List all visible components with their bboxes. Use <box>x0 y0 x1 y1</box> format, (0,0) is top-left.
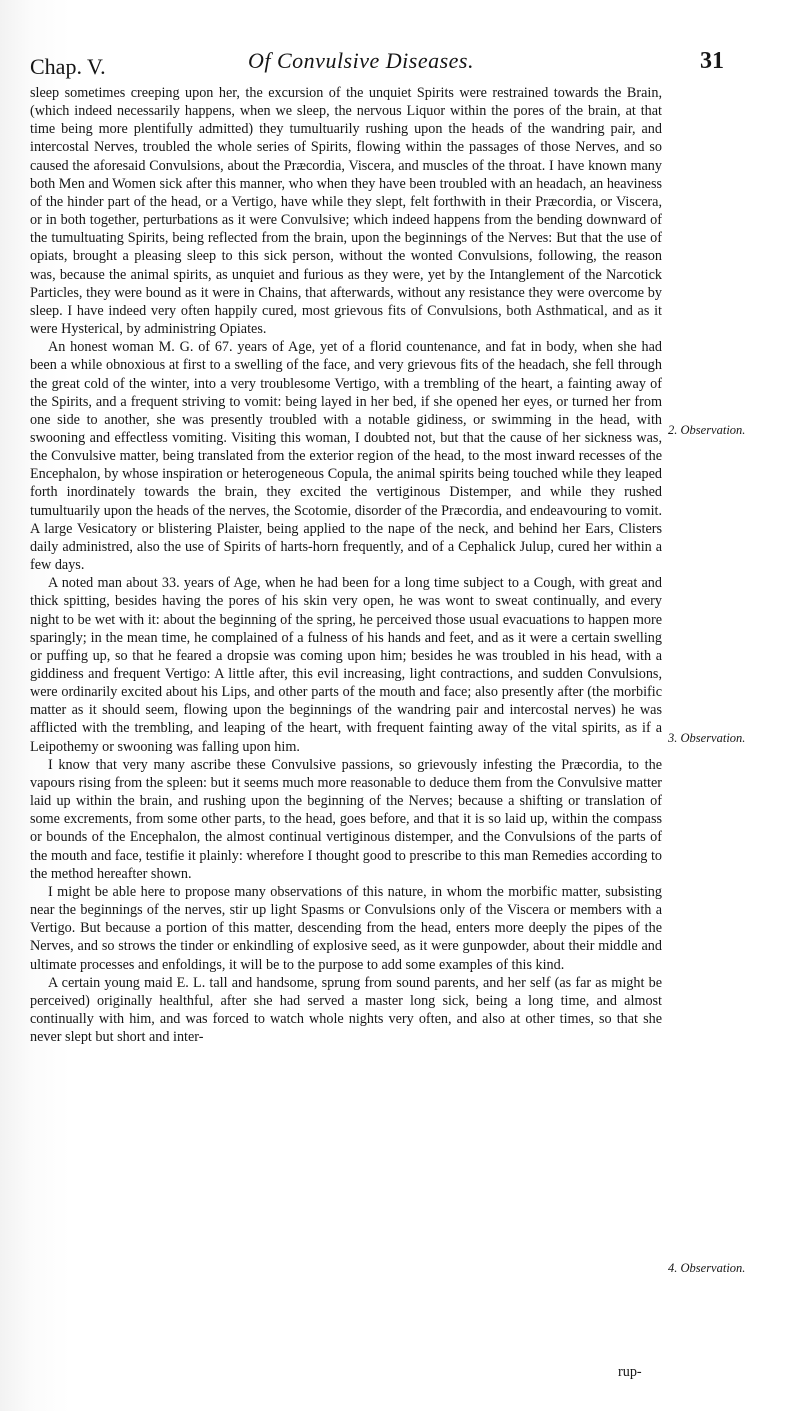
chapter-label: Chap. V. <box>30 54 106 79</box>
paragraph-observation-3: A noted man about 33. years of Age, when he had been for a long time subject to a Cough, with great and thick spitting, besides having the pores of his skin very open, he was wont to sweat continually, and every night to be wet with it: about the beginning of the spring, he perceived those usual evacuations to happen more sparingly; in the mean time, he complained of a fulness of his hands and feet, and as it were a certain swelling or puffing up, so that he feared a dropsie was coming upon him; besides he was troubled in his head, with a giddiness and frequent Vertigo: A little after, this evil increasing, light contractions, and sudden Convulsions, were ordinarily excited about his Lips, and other parts of the mouth and face; also presently after (the morbific matter as it should seem, flowing upon the beginnings of the wandring pair and intercostal nerves) he was afflicted with the trembling, and leaping of the heart, with frequent fainting away of the vital spirits, as if a Leipothemy or swooning was falling upon him. <box>30 575 662 755</box>
page-number: 31 <box>700 48 724 74</box>
running-title: Of Convulsive Diseases. <box>248 48 474 73</box>
margin-note-observation-2: 2. Observation. <box>668 423 746 437</box>
body-text <box>30 84 662 1046</box>
paragraph-commentary: I know that very many ascribe these Convulsive passions, so grievously infesting the Præcordia, to the vapours rising from the spleen: but it seems much more reasonable to deduce them from the Convulsive matter laid up within the brain, and rushing upon the beginning of the Nerves; because a shifting or translation of some excrements, from some other parts, to the head, goes before, and that it is so laid up, within the compass or bounds of the Encephalon, the almost continual vertiginous distemper, and the Convulsions of the parts of the mouth and face, testifie it plainly: wherefore I thought good to prescribe to this man Remedies according to the method hereafter shown. <box>30 756 662 882</box>
margin-note-observation-3: 3. Observation. <box>668 731 746 745</box>
margin-note-observation-4: 4. Observation. <box>668 1261 746 1275</box>
catchword: rup- <box>618 1364 642 1380</box>
paragraph-continuation: sleep sometimes creeping upon her, the excursion of the unquiet Spirits were restrained towards the Brain, (which indeed necessarily happens, when we sleep, the nervous Liquor within the pores of the brain, at that time being more plentifully admitted) they tumultuarily rushing upon the heads of the wandring pair, and intercostal Nerves, troubled the whole series of Spirits, flowing within the passages of those Nerves, and so caused the aforesaid Convulsions, about the Præcordia, Viscera, and muscles of the throat. I have known many both Men and Women sick after this manner, who when they have been troubled with an headach, an heaviness of the hinder part of the head, or a Vertigo, have while they slept, felt forthwith in their Præcordia, or Viscera, or in both together, perturbations as it were Convulsive; which indeed happens from the bending downward of the tumultuating Spirits, being reflected from the brain, upon the beginnings of the Nerves: But that the use of opiats, brought a pleasing sleep to this sick person, without the wonted Convulsions, following, the reason was, because the animal spirits, as unquiet and furious as they were, yet by the Intanglement of the Narcotick Particles, they were bound as it were in Chains, that afterwards, without any resistance they were overcome by sleep. I have indeed very often happily cured, most grievous fits of Convulsions, both Asthmatical, and as it were Hysterical, by administring Opiates. <box>30 85 662 338</box>
paragraph-observation-4: A certain young maid E. L. tall and handsome, sprung from sound parents, and her self (as far as might be perceived) originally healthful, after she had served a master long sick, being a long time, and almost continually with him, and was forced to watch whole nights very often, and also at other times, so that she never slept but short and inter- <box>30 974 662 1046</box>
running-header <box>28 46 768 86</box>
paragraph-observation-2: An honest woman M. G. of 67. years of Age, yet of a florid countenance, and fat in body, when she had been a while obnoxious at first to a swelling of the face, and very grievous fits of the headach, she fell through the great cold of the winter, into a very troublesome Vertigo, with a trembling of the heart, a fainting away of the Spirits, and a frequent striving to vomit: being layed in her bed, if she opened her eyes, or turned her from one side to another, she was presently troubled with a notable gidiness, or swimming in the head, with swooning and effectless vomiting. Visiting this woman, I doubted not, but that the cause of her sickness was, the Convulsive matter, being translated from the exterior region of the head, to the most inward recesses of the Encephalon, by whose inspiration or heterogeneous Copula, the animal spirits being touched while they leaped forth inordinately towards the brain, they excited the vertiginous Distemper, and while they rushed tumultuarily upon the heads of the nerves, the Scotomie, disorder of the Præcordia, and endeavouring to vomit. A large Vesicatory or blistering Plaister, being applied to the nape of the neck, and behind her Ears, Clisters daily administred, also the use of Spirits of harts-horn frequently, and of a Cephalick Julup, cured her within a few days. <box>30 339 662 574</box>
paragraph-transition: I might be able here to propose many observations of this nature, in whom the morbific matter, subsisting near the beginnings of the nerves, stir up light Spasms or Convulsions only of the Viscera or members with a Vertigo. But because a portion of this matter, descending from the head, enters more deeply the pipes of the Nerves, and so strows the tinder or enkindling of explosive seed, as it were gunpowder, about their middle and ultimate processes and enfoldings, it will be to the purpose to add some examples of this kind. <box>30 883 662 973</box>
